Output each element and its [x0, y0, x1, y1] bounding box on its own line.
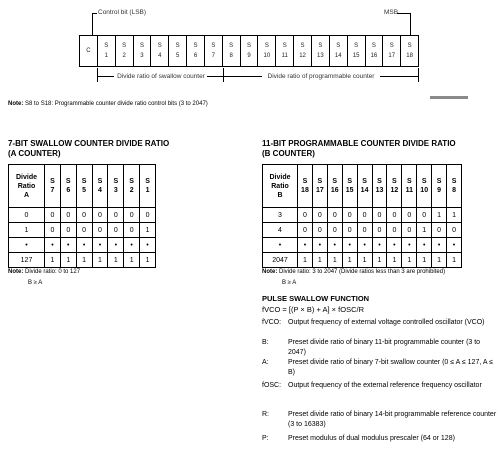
bit-column-header-letter: S [436, 178, 442, 185]
bit-cell [294, 36, 312, 66]
table-row [263, 208, 462, 223]
bit-cell-number: 2 [122, 53, 126, 59]
table-cell: 1 [432, 253, 447, 268]
swallow-range-line-left [98, 76, 114, 77]
table-cell: 0 [298, 208, 313, 223]
table-cell: 3 [263, 208, 298, 223]
bit-cell-letter: S [371, 43, 376, 49]
bit-cell-letter: S [389, 43, 394, 49]
table-cell: • [387, 238, 402, 253]
bit-column-header-number: 5 [82, 187, 87, 194]
bit-column-header [447, 165, 462, 208]
table-cell: 4 [263, 223, 298, 238]
table-cell: • [417, 238, 432, 253]
bit-column-header [417, 165, 432, 208]
definition-term: fOSC: [262, 382, 282, 389]
divide-ratio-header-line: Divide [15, 173, 37, 181]
definition-term: fVCO: [262, 319, 282, 326]
bit-column-header-letter: S [302, 178, 308, 185]
bit-cell-number: 14 [334, 53, 342, 59]
swallow-range-tick-left [97, 68, 98, 82]
table-cell: 0 [9, 208, 45, 223]
bit-column-header [298, 165, 313, 208]
table-cell: • [124, 238, 140, 253]
bit-cell [401, 36, 418, 66]
a-note-prefix: Note: [8, 269, 24, 275]
table-cell: 0 [76, 223, 92, 238]
table-cell: 0 [60, 208, 76, 223]
bit-cell-letter: S [139, 43, 144, 49]
bit-column-header-number: 10 [420, 187, 429, 194]
bit-column-header [372, 165, 387, 208]
table-cell: 1 [60, 253, 76, 268]
bit-column-header [357, 165, 372, 208]
bit-column-header-number: 8 [452, 187, 456, 194]
a-counter-title-line1: 7-BIT SWALLOW COUNTER DIVIDE RATIO [8, 139, 170, 148]
bit-cell [151, 36, 169, 66]
table-cell: 1 [447, 208, 462, 223]
programmable-range-label: Divide ratio of programmable counter [267, 73, 375, 80]
bit-column-header-letter: S [347, 178, 352, 185]
b-counter-note [262, 269, 445, 275]
table-cell: 1 [447, 253, 462, 268]
bit-cell-number: 7 [211, 53, 215, 59]
bit-cell-number: 13 [317, 53, 324, 59]
table-row [263, 223, 462, 238]
bit-column-header [402, 165, 417, 208]
programmable-range-line-left [224, 76, 262, 77]
bit-cell-number: 12 [299, 53, 306, 59]
bit-column-header-number: 18 [301, 187, 309, 194]
table-cell: 1 [45, 253, 61, 268]
table-cell: 0 [124, 223, 140, 238]
table-cell: 0 [432, 223, 447, 238]
definition-row [262, 358, 498, 378]
bit-column-header [45, 165, 61, 208]
bit-column-header [387, 165, 402, 208]
bit-column-header-number: 17 [315, 187, 324, 194]
table-row [9, 223, 156, 238]
bit-cell [383, 36, 401, 66]
bit-cell-letter: S [175, 43, 180, 49]
bit-cell-number: 10 [263, 53, 271, 59]
bit-column-header-letter: S [362, 178, 367, 185]
bit-cell-number: 15 [352, 53, 360, 59]
bit-cell [116, 36, 134, 66]
definition-text: Preset modulus of dual modulus prescaler (64 or 128) [288, 435, 455, 442]
bit-column-header-number: 2 [129, 187, 134, 194]
divide-ratio-header [9, 165, 45, 208]
bit-column-header [60, 165, 76, 208]
bit-column-header-letter: S [113, 178, 119, 185]
swallow-range-label: Divide ratio of swallow counter [117, 73, 205, 80]
note-prefix: Note: [8, 101, 24, 107]
b-counter-title-line2: (B COUNTER) [262, 149, 315, 158]
bit-cell [134, 36, 152, 66]
table-cell: 0 [45, 208, 61, 223]
table-cell: 1 [298, 253, 313, 268]
bit-cell-letter: C [86, 48, 91, 54]
definition-text: Preset divide ratio of binary 7-bit swallow counter (0 ≤ A ≤ 127, A ≤ B) [288, 359, 493, 376]
table-row [9, 253, 156, 268]
bit-cell-letter: S [282, 43, 287, 49]
table-cell: 0 [298, 223, 313, 238]
divide-ratio-header [263, 165, 298, 208]
table-cell: 1 [342, 253, 357, 268]
bit-cell-number: 17 [388, 53, 396, 59]
bit-column-header [312, 165, 327, 208]
definition-term: P: [262, 435, 269, 442]
divide-ratio-header-line: Divide [269, 173, 291, 181]
table-cell: • [342, 238, 357, 253]
bit-cell-letter: S [354, 43, 359, 49]
table-cell: 1 [312, 253, 327, 268]
table-cell: 1 [387, 253, 402, 268]
bit-cell [169, 36, 187, 66]
table-cell: 1 [357, 253, 372, 268]
pulse-swallow-formula: fVCO = [(P × B) + A] × fOSC/R [262, 305, 364, 314]
b-counter-title [262, 139, 456, 159]
table-cell: 0 [357, 208, 372, 223]
swallow-range-line-right [207, 76, 223, 77]
bit-cell [312, 36, 330, 66]
table-cell: 0 [108, 223, 124, 238]
b-counter-header-row [263, 165, 462, 208]
a-counter-note-condition: B ≥ A [28, 280, 43, 286]
bit-cell-letter: S [211, 43, 216, 49]
bit-cell-number: 6 [193, 53, 198, 59]
bit-cell [366, 36, 384, 66]
table-cell: 1 [9, 223, 45, 238]
bit-cell-number: 4 [158, 53, 162, 59]
bit-column-header-letter: S [317, 178, 323, 185]
definition-text: Output frequency of the external reference frequency oscillator [288, 382, 482, 389]
table-cell: • [327, 238, 342, 253]
table-cell: 0 [60, 223, 76, 238]
table-cell: 1 [76, 253, 92, 268]
bit-cell-letter: S [300, 43, 305, 49]
table-cell: 0 [45, 223, 61, 238]
bit-column-header-number: 13 [375, 187, 384, 194]
definition-row [262, 381, 498, 391]
table-cell: 0 [372, 208, 387, 223]
table-cell: 127 [9, 253, 45, 268]
definition-row [262, 338, 498, 358]
table-cell: 1 [402, 253, 417, 268]
table-cell: • [263, 238, 298, 253]
bit-column-header-letter: S [81, 178, 87, 185]
bit-column-header [140, 165, 156, 208]
bit-cell-number: 11 [281, 53, 288, 59]
b-counter-title-line1: 11-BIT PROGRAMMABLE COUNTER DIVIDE RATIO [262, 139, 456, 148]
table-cell: 1 [417, 253, 432, 268]
bit-cell-number: 1 [104, 53, 108, 59]
b-note-text: Divide ratio: 3 to 2047 (Divide ratios less than 3 are prohibited) [277, 269, 446, 275]
table-cell: 0 [402, 223, 417, 238]
table-cell: 0 [124, 208, 140, 223]
a-counter-title [8, 139, 169, 159]
bit-column-header-letter: S [97, 178, 103, 185]
bit-cell-letter: S [104, 43, 109, 49]
definition-row [262, 318, 498, 328]
table-cell: 0 [76, 208, 92, 223]
bit-column-header [76, 165, 92, 208]
table-row [263, 238, 462, 253]
a-counter-note [8, 269, 80, 275]
table-cell: 0 [92, 223, 108, 238]
bit-column-header-letter: S [145, 178, 150, 185]
table-cell: 0 [140, 208, 156, 223]
table-cell: 0 [372, 223, 387, 238]
a-counter-title-line2: (A COUNTER) [8, 149, 61, 158]
msb-pointer-line [410, 13, 411, 35]
b-counter-table [262, 164, 462, 268]
table-cell: 1 [92, 253, 108, 268]
bit-column-header-number: 9 [437, 187, 442, 194]
bit-column-header [432, 165, 447, 208]
a-note-text: Divide ratio: 0 to 127 [23, 269, 81, 275]
msb-leader-line [397, 13, 411, 14]
table-cell: 0 [342, 223, 357, 238]
bit-column-header-letter: S [65, 178, 71, 185]
divide-ratio-header-line: A [23, 191, 30, 199]
programmable-range-tick-right [418, 68, 419, 82]
bit-column-header-number: 12 [390, 187, 399, 194]
bit-cell [187, 36, 205, 66]
table-cell: 0 [342, 208, 357, 223]
bit-cell [241, 36, 259, 66]
table-cell: • [372, 238, 387, 253]
bit-column-header-number: 7 [50, 187, 55, 194]
bit-column-header-letter: S [451, 178, 457, 185]
bit-cell-number: 5 [175, 53, 180, 59]
register-note [8, 101, 208, 107]
table-cell: 0 [357, 223, 372, 238]
bit-column-header-letter: S [129, 178, 134, 185]
table-cell: 1 [432, 208, 447, 223]
table-cell: • [60, 238, 76, 253]
definition-term: R: [262, 411, 269, 418]
bit-column-header [124, 165, 140, 208]
table-cell: 1 [108, 253, 124, 268]
msb-label: MSB [384, 9, 399, 16]
bit-column-header-letter: S [406, 178, 412, 185]
table-row [9, 208, 156, 223]
table-cell: 1 [124, 253, 140, 268]
table-cell: • [402, 238, 417, 253]
table-cell: • [432, 238, 447, 253]
b-note-prefix: Note: [262, 269, 278, 275]
table-cell: 0 [387, 223, 402, 238]
table-cell: 0 [447, 223, 462, 238]
definition-term: B: [262, 339, 269, 346]
table-cell: 0 [402, 208, 417, 223]
table-cell: 1 [327, 253, 342, 268]
table-cell: 0 [312, 208, 327, 223]
bit-cell-number: 8 [229, 53, 233, 59]
bit-cell-number: 9 [247, 53, 251, 59]
bit-cell-letter: S [122, 43, 127, 49]
bit-column-header-number: 11 [405, 187, 413, 194]
bit-column-header-letter: S [332, 178, 338, 185]
table-cell: 0 [327, 223, 342, 238]
table-cell: • [76, 238, 92, 253]
definition-text: Output frequency of external voltage controlled oscillator (VCO) [288, 319, 485, 326]
bit-column-header [327, 165, 342, 208]
table-cell: • [45, 238, 61, 253]
bit-column-header-letter: S [377, 178, 382, 185]
bit-cell-number: 3 [140, 53, 144, 59]
bit-cell-number: 16 [370, 53, 378, 59]
bit-column-header-number: 4 [98, 187, 102, 194]
bit-column-header-number: 15 [345, 187, 354, 194]
pulse-swallow-title: PULSE SWALLOW FUNCTION [262, 294, 370, 303]
bit-cell [258, 36, 276, 66]
bit-cell-letter: S [229, 43, 234, 49]
table-cell: 1 [417, 223, 432, 238]
bit-cell-letter: S [264, 43, 269, 49]
bit-column-header-letter: S [421, 178, 427, 185]
bit-cell [205, 36, 223, 66]
definition-term: A: [262, 359, 269, 366]
bit-column-header [92, 165, 108, 208]
divide-ratio-header-line: Ratio [17, 182, 36, 190]
table-cell: • [312, 238, 327, 253]
bit-cell-letter: S [247, 43, 252, 49]
table-row [9, 238, 156, 253]
definition-row [262, 410, 498, 430]
bit-column-header-number: 14 [360, 187, 369, 194]
bit-cell-letter: S [336, 43, 341, 49]
table-row [263, 253, 462, 268]
bit-cell [223, 36, 241, 66]
bit-cell-letter: S [407, 43, 412, 49]
divide-ratio-header-line: B [277, 191, 283, 199]
table-cell: • [108, 238, 124, 253]
bit-register [79, 35, 419, 67]
table-cell: • [9, 238, 45, 253]
table-cell: 0 [108, 208, 124, 223]
b-counter-note-condition: B ≥ A [282, 280, 297, 286]
bit-column-header [342, 165, 357, 208]
table-cell: 0 [312, 223, 327, 238]
bit-column-header-letter: S [392, 178, 397, 185]
bit-cell-letter: S [193, 43, 198, 49]
table-cell: • [92, 238, 108, 253]
range-divider-tick [223, 68, 224, 82]
divide-ratio-header-line: Ratio [271, 182, 289, 190]
table-cell: 2047 [263, 253, 298, 268]
lsb-label: Control bit (LSB) [98, 9, 147, 16]
lsb-pointer-line [92, 13, 93, 35]
table-cell: 0 [92, 208, 108, 223]
programmable-range-line-right [380, 76, 418, 77]
a-counter-header-row [9, 165, 156, 208]
bit-cell [98, 36, 116, 66]
bit-cell [276, 36, 294, 66]
table-cell: 0 [387, 208, 402, 223]
note-text: S8 to S18: Programmable counter divide ratio control bits (3 to 2047) [23, 101, 208, 107]
table-cell: 1 [372, 253, 387, 268]
table-cell: 0 [327, 208, 342, 223]
bit-cell-letter: S [157, 43, 162, 49]
table-cell: • [140, 238, 156, 253]
bit-column-header-number: 1 [145, 187, 150, 194]
bit-cell [330, 36, 348, 66]
bit-column-header-number: 6 [66, 187, 71, 194]
definition-text: Preset divide ratio of binary 14-bit programmable reference counter (3 to 16383) [288, 411, 497, 428]
bit-cell [80, 36, 98, 66]
a-counter-table [8, 164, 156, 268]
table-cell: 1 [140, 253, 156, 268]
table-cell: 0 [417, 208, 432, 223]
gray-separator-bar [430, 96, 468, 99]
bit-column-header-number: 3 [113, 187, 118, 194]
table-cell: • [298, 238, 313, 253]
definition-row [262, 434, 498, 444]
bit-cell [348, 36, 366, 66]
table-cell: • [357, 238, 372, 253]
bit-column-header [108, 165, 124, 208]
bit-cell-letter: S [318, 43, 323, 49]
table-cell: • [447, 238, 462, 253]
bit-cell-number: 18 [406, 53, 413, 59]
bit-column-header-number: 16 [330, 187, 339, 194]
table-cell: 1 [140, 223, 156, 238]
definition-text: Preset divide ratio of binary 11-bit programmable counter (3 to 2047) [288, 339, 481, 356]
bit-column-header-letter: S [50, 178, 55, 185]
